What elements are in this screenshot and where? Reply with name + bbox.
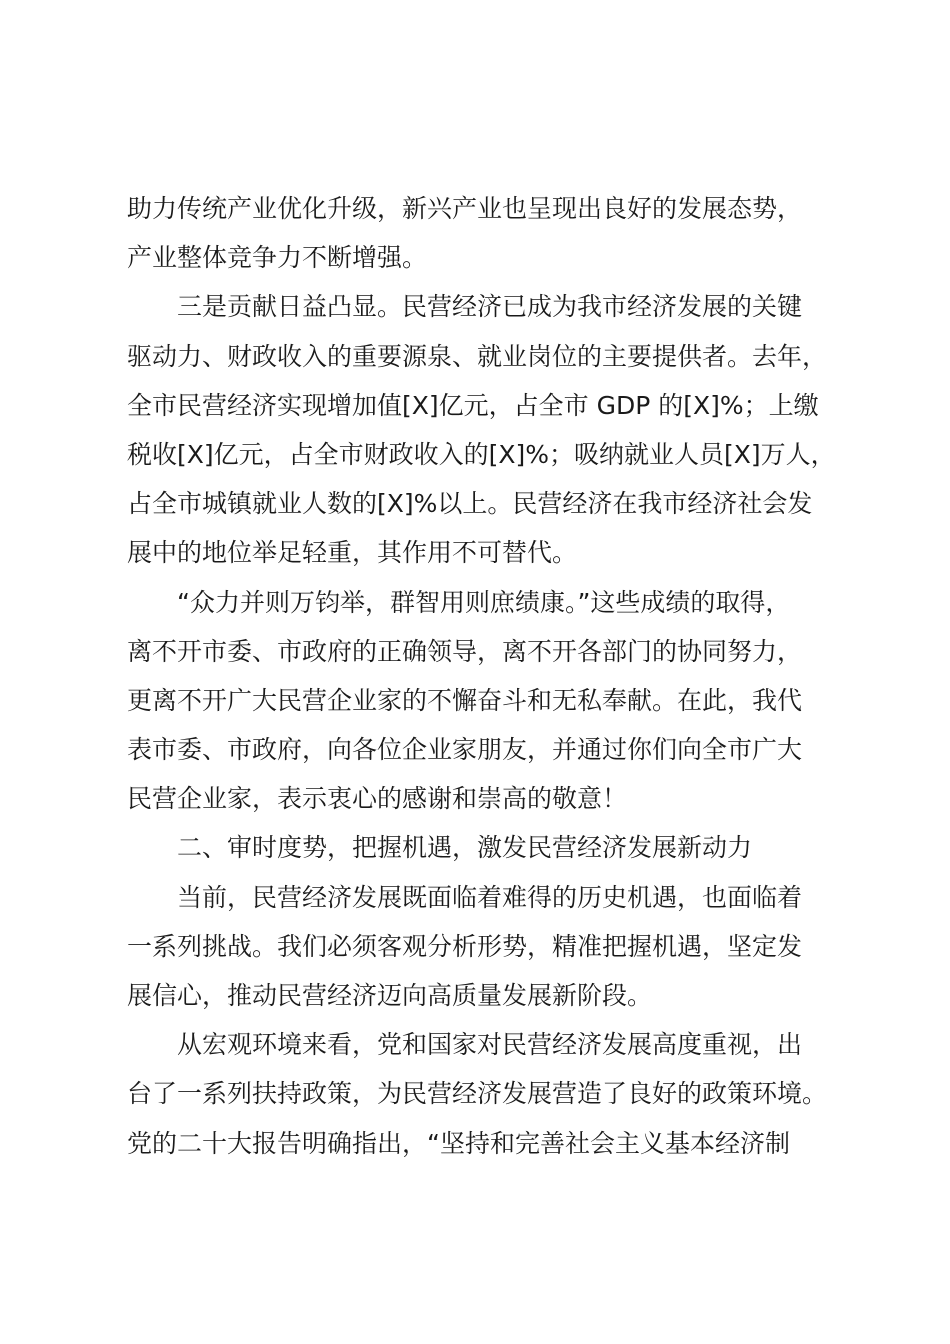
- text-line: “众力并则万钧举，群智用则庶绩康。”这些成绩的取得，: [177, 587, 791, 617]
- paragraph-current-situation: [127, 873, 842, 1021]
- text-line: 党的二十大报告明确指出，“坚持和完善社会主义基本经济制: [127, 1128, 790, 1158]
- text-line: 全市民营经济实现增加值[X]亿元，占全市 GDP 的[X]%；上缴: [127, 390, 819, 420]
- text-line: 驱动力、财政收入的重要源泉、就业岗位的主要提供者。去年，: [127, 341, 828, 371]
- paragraph-contribution: [127, 282, 842, 577]
- text-line: 三是贡献日益凸显。民营经济已成为我市经济发展的关键: [177, 292, 803, 322]
- text-line: 更离不开广大民营企业家的不懈奋斗和无私奉献。在此，我代: [127, 685, 803, 715]
- text-line: 表市委、市政府，向各位企业家朋友，并通过你们向全市广大: [127, 735, 803, 765]
- text-line: 展中的地位举足轻重，其作用不可替代。: [127, 538, 578, 568]
- text-line: 占全市城镇就业人数的[X]%以上。民营经济在我市经济社会发: [127, 489, 813, 519]
- section-heading: [127, 823, 842, 872]
- text-line: 离不开市委、市政府的正确领导，离不开各部门的协同努力，: [127, 636, 803, 666]
- paragraph-continued: [127, 184, 842, 282]
- text-line: 一系列挑战。我们必须客观分析形势，精准把握机遇，坚定发: [127, 931, 803, 961]
- section-heading-text: 二、审时度势，把握机遇，激发民营经济发展新动力: [177, 833, 753, 863]
- text-line: 助力传统产业优化升级，新兴产业也呈现出良好的发展态势，: [127, 194, 803, 223]
- text-line: 产业整体竞争力不断增强。: [127, 243, 428, 273]
- paragraph-macro-environment: [127, 1020, 842, 1168]
- paragraph-gratitude: [127, 578, 842, 824]
- text-line: 民营企业家，表示衷心的感谢和崇高的敬意！: [127, 784, 628, 814]
- text-line: 税收[X]亿元，占全市财政收入的[X]%；吸纳就业人员[X]万人，: [127, 439, 836, 469]
- document-body: [127, 184, 842, 1168]
- text-line: 台了一系列扶持政策，为民营经济发展营造了良好的政策环境。: [127, 1079, 828, 1109]
- text-line: 从宏观环境来看，党和国家对民营经济发展高度重视，出: [177, 1030, 803, 1060]
- text-line: 当前，民营经济发展既面临着难得的历史机遇，也面临着: [177, 882, 803, 912]
- text-line: 展信心，推动民营经济迈向高质量发展新阶段。: [127, 981, 653, 1010]
